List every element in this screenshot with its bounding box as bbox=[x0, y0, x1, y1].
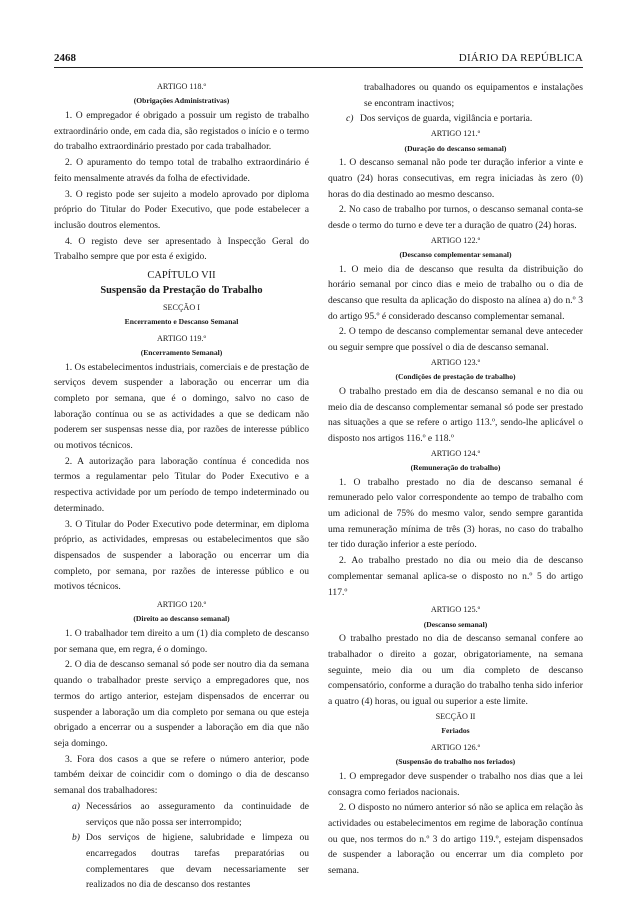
article-118-heading: ARTIGO 118.º bbox=[156, 82, 207, 91]
article-120-paragraph-2: 2. O dia de descanso semanal só pode ser noutro dia da semana quando o trabalhador preste serviço a empregadores que, nos termos do artigo anterior, estejam dispensados de encerrar ou suspender a laboração um dia completo por semana ou que esteja obrigado a encerrar ou a suspender a laboração em dia que não seja domingo. bbox=[54, 659, 309, 749]
list-item-a-text: Necessários ao asseguramento da continuidade de serviços que não possa ser interrompido; bbox=[86, 800, 309, 828]
article-118-paragraph-2: 2. O apuramento do tempo total de trabalho extraordinário é feito mensalmente através da folha de efectividade. bbox=[54, 157, 309, 184]
article-118-paragraph-1: 1. O empregador é obrigado a possuir um registo de trabalho extraordinário onde, em cada dia, são registados o início e o termo do trabalho extraordinário prestado por cada trabalhador. bbox=[54, 110, 309, 153]
list-item-c-text: Dos serviços de guarda, vigilância e portaria. bbox=[360, 113, 533, 125]
section-2-title: Feriados bbox=[441, 726, 470, 736]
section-heading: SECÇÃO I bbox=[162, 302, 201, 312]
page-number: 2468 bbox=[54, 52, 76, 64]
page-header bbox=[54, 50, 583, 68]
publication-title: DIÁRIO DA REPÚBLICA bbox=[458, 52, 583, 64]
article-126-paragraph-1: 1. O empregador deve suspender o trabalho nos dias que a lei consagra como feriados nacionais. bbox=[328, 770, 583, 798]
article-124-heading: ARTIGO 124.º bbox=[430, 448, 481, 458]
article-119-heading: ARTIGO 119.º bbox=[156, 333, 207, 343]
article-122-paragraph-1: 1. O meio dia de descanso que resulta da distribuição do horário semanal por cinco dias e meio de trabalho ou o dia de descanso que resulta da aplicação do disposto na alínea a) do n.º 3 do artigo 95.º é considerado descanso complementar semanal. bbox=[328, 263, 583, 322]
section-title: Encerramento e Descanso Semanal bbox=[124, 316, 239, 326]
article-119-paragraph-1: 1. Os estabelecimentos industriais, comerciais e de prestação de serviços devem suspender a laboração ou encerrar um dia completo por semana, que é o domingo, salvo no caso de laboração contínua ou se as actividades a que se dedicam não poderem ser suspensas nesse dia, por razões de interesse público ou motivos técnicos. bbox=[54, 361, 309, 452]
list-item-b bbox=[72, 830, 309, 893]
article-120-heading: ARTIGO 120.º bbox=[156, 600, 207, 610]
article-118-subtitle: (Obrigações Administrativas) bbox=[133, 96, 230, 106]
article-123-heading: ARTIGO 123.º bbox=[430, 357, 481, 367]
article-123-paragraph-1: O trabalho prestado em dia de descanso semanal e no dia ou meio dia de descanso complementar semanal só pode ser prestado nas situações a que se refere o artigo 113.º, sendo-lhe aplicável o disposto nos artigos 116.º e 118.º bbox=[328, 385, 583, 444]
chapter-heading: CAPÍTULO VII bbox=[147, 270, 216, 282]
article-126-subtitle: (Suspensão do trabalho nos feriados) bbox=[395, 757, 516, 767]
article-119-subtitle: (Encerramento Semanal) bbox=[140, 347, 223, 357]
article-122-heading: ARTIGO 122.º bbox=[430, 235, 481, 245]
list-item-a bbox=[72, 799, 309, 830]
article-123-subtitle: (Condições de prestação de trabalho) bbox=[395, 372, 516, 382]
article-125-heading: ARTIGO 125.º bbox=[430, 605, 481, 615]
article-125-paragraph-1: O trabalho prestado no dia de descanso semanal confere ao trabalhador o direito a gozar, obrigatoriamente, na semana seguinte, meio dia ou um dia completo de descanso compensatório, conforme a duração do trabalho tenha sido inferior a quatro (4) horas, ou igual ou superior a este limite. bbox=[328, 633, 583, 708]
list-item-b-label: b) bbox=[72, 832, 80, 844]
list-item-c bbox=[346, 111, 583, 127]
article-121-heading: ARTIGO 121.º bbox=[430, 129, 481, 139]
article-119-paragraph-3: 3. O Titular do Poder Executivo pode determinar, em diploma próprio, as actividades, empresas ou estabelecimentos que são dispensados de suspender a laboração ou encerrar um dia completo, por semana, por razões de interesse público e ou motivos técnicos. bbox=[54, 518, 309, 593]
article-125-subtitle: (Descanso semanal) bbox=[423, 619, 488, 629]
section-2-heading: SECÇÃO II bbox=[435, 711, 476, 721]
article-126-paragraph-2: 2. O disposto no número anterior só não se aplica em relação às actividades ou estabelecimentos em regime de laboração contínua ou que, nos termos do n.º 3 do artigo 119.º, estejam dispensados de suspender a laboração ou encerrar um dia completo por semana. bbox=[328, 802, 583, 877]
list-item-c-label: c) bbox=[346, 113, 354, 125]
article-120-subtitle: (Direito ao descanso semanal) bbox=[133, 614, 230, 624]
article-120-paragraph-3: 3. Fora dos casos a que se refere o número anterior, pode também deixar de coincidir com o domingo o dia de descanso semanal dos trabalhadores: bbox=[54, 753, 309, 797]
article-118-paragraph-4: 4. O registo deve ser apresentado à Inspecção Geral do Trabalho sempre que por esta é exigido. bbox=[54, 235, 309, 263]
article-122-subtitle: (Descanso complementar semanal) bbox=[399, 250, 512, 260]
list-item-a-label: a) bbox=[72, 800, 80, 812]
article-126-heading: ARTIGO 126.º bbox=[430, 742, 481, 752]
chapter-title: Suspensão da Prestação do Trabalho bbox=[100, 285, 263, 297]
article-118-paragraph-3: 3. O registo pode ser sujeito a modelo aprovado por diploma próprio do Titular do Poder Executivo, que pode estabelecer a inclusão doutros elementos. bbox=[54, 188, 309, 231]
article-124-subtitle: (Remuneração do trabalho) bbox=[410, 463, 501, 473]
right-column bbox=[328, 80, 583, 879]
article-124-paragraph-2: 2. Ao trabalho prestado no dia ou meio dia de descanso complementar semanal aplica-se o disposto no n.º 5 do artigo 117.º bbox=[328, 555, 583, 598]
article-121-subtitle: (Duração do descanso semanal) bbox=[404, 143, 507, 153]
article-122-paragraph-2: 2. O tempo de descanso complementar semanal deve anteceder ou seguir sempre que possível o dia de descanso semanal. bbox=[328, 326, 583, 354]
left-column bbox=[54, 80, 309, 893]
article-121-paragraph-1: 1. O descanso semanal não pode ter duração inferior a vinte e quatro (24) horas consecutivas, em regra iniciadas às zero (0) horas do dia destinado ao mesmo descanso. bbox=[328, 157, 583, 200]
article-120-paragraph-1: 1. O trabalhador tem direito a um (1) dia completo de descanso por semana que, em regra, é o domingo. bbox=[54, 628, 309, 655]
article-119-paragraph-2: 2. A autorização para laboração contínua é concedida nos termos a regulamentar pelo Titular do Poder Executivo e a respectiva actividade por um período de tempo indeterminado ou determinado. bbox=[54, 455, 309, 514]
list-item-b-continuation: trabalhadores ou quando os equipamentos e instalações se encontram inactivos; bbox=[364, 82, 583, 109]
article-124-paragraph-1: 1. O trabalho prestado no dia de descanso semanal é remunerado pelo valor correspondente ao tempo de trabalho com um adicional de 75% do mesmo valor, sendo sempre garantida uma remuneração mínima de três (3) horas, no caso do trabalho ter tido duração inferior a este período. bbox=[328, 476, 583, 551]
header-rule bbox=[54, 67, 583, 68]
list-item-b-text: Dos serviços de higiene, salubridade e limpeza ou encarregados doutras tarefas preparatórias ou complementares que devam necessariamente ser realizados no dia de descanso dos restantes bbox=[86, 832, 309, 891]
article-121-paragraph-2: 2. No caso de trabalho por turnos, o descanso semanal conta-se desde o termo do turno e deve ter a duração de quatro (24) horas. bbox=[328, 204, 583, 231]
